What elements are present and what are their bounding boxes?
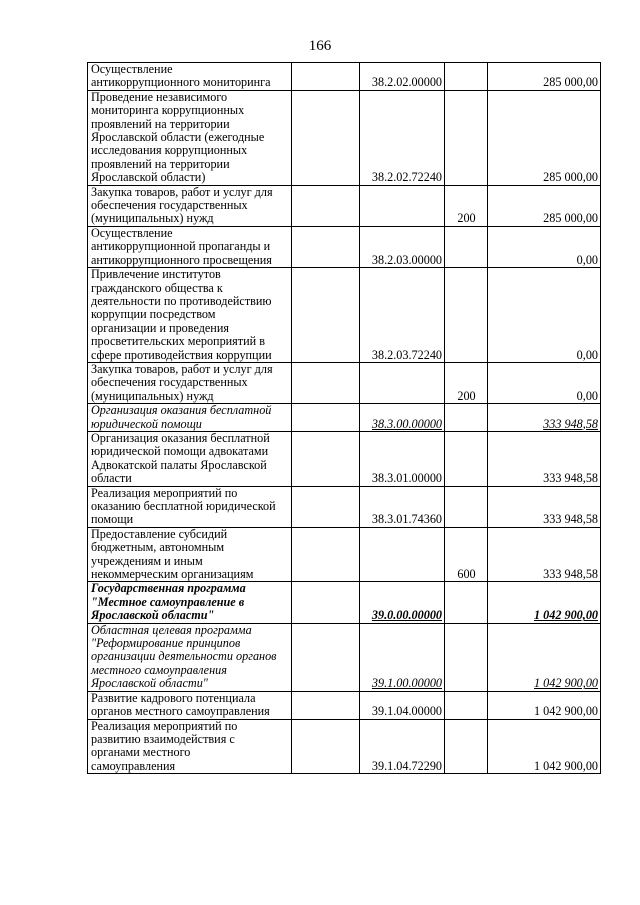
- row-empty-cell: [292, 719, 360, 774]
- table-row: [88, 431, 601, 486]
- row-name-cell: Закупка товаров, работ и услуг для обеспечения государственных (муниципальных) нужд: [88, 362, 292, 403]
- row-code-cell-text: 39.1.04.72290: [371, 758, 442, 773]
- page-number: 166: [308, 38, 332, 54]
- table-row: [88, 185, 601, 226]
- budget-table: [87, 62, 601, 774]
- table-row: [88, 90, 601, 185]
- row-amount-cell-text: 333 948,58: [543, 512, 598, 527]
- table-row: [88, 486, 601, 527]
- row-amount-cell: [488, 268, 601, 363]
- row-amount-cell-text: 333 948,58: [543, 416, 598, 431]
- row-amount-cell-text: 0,00: [576, 252, 598, 267]
- row-empty-cell: [292, 404, 360, 432]
- table-row: [88, 527, 601, 582]
- row-name-cell: Организация оказания бесплатной юридической помощи: [88, 404, 292, 432]
- row-amount-cell: [488, 63, 601, 91]
- table-row: [88, 362, 601, 403]
- row-empty-cell: [292, 185, 360, 226]
- row-code-cell: [360, 185, 445, 226]
- row-empty-cell: [292, 362, 360, 403]
- row-type-cell: [445, 623, 488, 691]
- table-row: [88, 582, 601, 623]
- row-amount-cell: [488, 404, 601, 432]
- row-empty-cell: [292, 431, 360, 486]
- row-amount-cell: [488, 691, 601, 719]
- row-amount-cell: [488, 226, 601, 267]
- row-amount-cell-text: 285 000,00: [543, 170, 598, 185]
- row-code-cell-text: 38.2.03.00000: [371, 252, 442, 267]
- row-type-cell: [445, 226, 488, 267]
- row-type-cell: [445, 486, 488, 527]
- row-code-cell: [360, 268, 445, 363]
- row-code-cell: [360, 63, 445, 91]
- table-row: [88, 623, 601, 691]
- table-row: [88, 268, 601, 363]
- row-code-cell: [360, 623, 445, 691]
- row-amount-cell-text: 0,00: [576, 388, 598, 403]
- row-amount-cell-text: 285 000,00: [543, 75, 598, 90]
- row-code-cell: [360, 719, 445, 774]
- row-amount-cell-text: 1 042 900,00: [534, 608, 598, 623]
- row-type-cell: [445, 268, 488, 363]
- row-type-cell: [445, 431, 488, 486]
- row-code-cell: [360, 527, 445, 582]
- row-code-cell-text: 38.3.00.00000: [371, 416, 442, 431]
- row-code-cell: [360, 691, 445, 719]
- row-empty-cell: [292, 63, 360, 91]
- row-amount-cell-text: 1 042 900,00: [534, 676, 598, 691]
- row-empty-cell: [292, 527, 360, 582]
- row-type-cell: [445, 63, 488, 91]
- row-code-cell-text: 39.1.00.00000: [371, 676, 442, 691]
- row-amount-cell: [488, 362, 601, 403]
- row-code-cell-text: 38.2.02.72240: [371, 170, 442, 185]
- table-row: [88, 63, 601, 91]
- row-empty-cell: [292, 691, 360, 719]
- row-empty-cell: [292, 623, 360, 691]
- row-empty-cell: [292, 226, 360, 267]
- row-code-cell-text: 39.1.04.00000: [371, 704, 442, 719]
- row-name-cell: Реализация мероприятий по развитию взаимодействия с органами местного самоуправления: [88, 719, 292, 774]
- row-type-cell: 200: [445, 362, 488, 403]
- table-row: [88, 719, 601, 774]
- row-amount-cell: [488, 486, 601, 527]
- row-name-cell: Организация оказания бесплатной юридической помощи адвокатами Адвокатской палаты Ярославской области: [88, 431, 292, 486]
- row-name-cell: Предоставление субсидий бюджетным, автономным учреждениям и иным некоммерческим организациям: [88, 527, 292, 582]
- row-name-cell: Осуществление антикоррупционной пропаганды и антикоррупционного просвещения: [88, 226, 292, 267]
- row-amount-cell: [488, 90, 601, 185]
- row-name-cell: Привлечение институтов гражданского общества к деятельности по противодействию коррупции посредством организации и проведения просветительских мероприятий в сфере противодействия коррупции: [88, 268, 292, 363]
- row-type-cell: [445, 90, 488, 185]
- row-empty-cell: [292, 486, 360, 527]
- row-type-cell: [445, 404, 488, 432]
- row-code-cell: [360, 582, 445, 623]
- row-code-cell-text: 38.2.03.72240: [371, 347, 442, 362]
- row-name-cell: Осуществление антикоррупционного мониторинга: [88, 63, 292, 91]
- row-amount-cell: [488, 185, 601, 226]
- row-code-cell: [360, 362, 445, 403]
- row-code-cell: [360, 226, 445, 267]
- row-type-cell: 200: [445, 185, 488, 226]
- budget-table-body: [88, 63, 601, 774]
- row-amount-cell-text: 333 948,58: [543, 471, 598, 486]
- row-code-cell-text: 38.2.02.00000: [371, 75, 442, 90]
- row-name-cell: Развитие кадрового потенциала органов местного самоуправления: [88, 691, 292, 719]
- row-amount-cell: [488, 582, 601, 623]
- row-name-cell: Реализация мероприятий по оказанию бесплатной юридической помощи: [88, 486, 292, 527]
- row-code-cell-text: 39.0.00.00000: [371, 608, 442, 623]
- row-type-cell: [445, 719, 488, 774]
- row-type-cell: [445, 691, 488, 719]
- row-amount-cell-text: 333 948,58: [543, 567, 598, 582]
- table-row: [88, 404, 601, 432]
- row-name-cell: Закупка товаров, работ и услуг для обеспечения государственных (муниципальных) нужд: [88, 185, 292, 226]
- row-empty-cell: [292, 582, 360, 623]
- row-type-cell: [445, 582, 488, 623]
- row-code-cell: [360, 486, 445, 527]
- row-type-cell: 600: [445, 527, 488, 582]
- row-amount-cell: [488, 527, 601, 582]
- row-code-cell-text: 38.3.01.74360: [371, 512, 442, 527]
- row-code-cell-text: 38.3.01.00000: [371, 471, 442, 486]
- table-row: [88, 691, 601, 719]
- row-name-cell: Областная целевая программа "Реформирование принципов организации деятельности органов местного самоуправления Ярославской области": [88, 623, 292, 691]
- row-name-cell: Государственная программа "Местное самоуправление в Ярославской области": [88, 582, 292, 623]
- row-code-cell: [360, 431, 445, 486]
- row-amount-cell: [488, 623, 601, 691]
- table-row: [88, 226, 601, 267]
- row-amount-cell: [488, 719, 601, 774]
- row-amount-cell-text: 1 042 900,00: [534, 704, 598, 719]
- row-amount-cell-text: 0,00: [576, 347, 598, 362]
- row-amount-cell-text: 285 000,00: [543, 211, 598, 226]
- row-code-cell: [360, 90, 445, 185]
- row-amount-cell-text: 1 042 900,00: [534, 758, 598, 773]
- row-empty-cell: [292, 90, 360, 185]
- row-empty-cell: [292, 268, 360, 363]
- row-name-cell: Проведение независимого мониторинга коррупционных проявлений на территории Ярославской области (ежегодные исследования коррупционных проявлений на территории Ярославской области): [88, 90, 292, 185]
- row-amount-cell: [488, 431, 601, 486]
- row-code-cell: [360, 404, 445, 432]
